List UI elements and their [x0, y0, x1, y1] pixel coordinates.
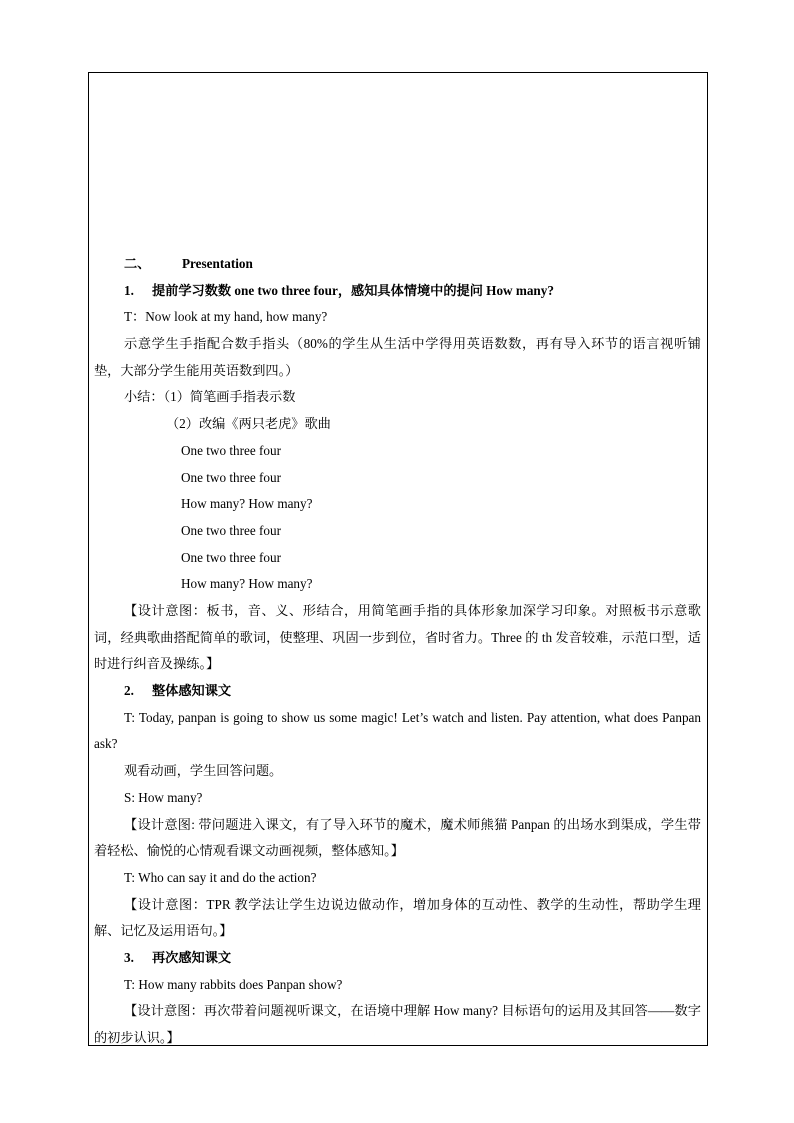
activity-line: 观看动画，学生回答问题。 — [124, 763, 283, 779]
song-line: One two three four — [181, 442, 281, 458]
song-line: One two three four — [181, 522, 281, 538]
song-line: One two three four — [181, 469, 281, 485]
step-title: 整体感知课文 — [152, 683, 232, 699]
step-3-heading — [94, 945, 701, 972]
step-number: 1. — [124, 282, 134, 298]
summary-line: 小结：（1）简笔画手指表示数 — [124, 389, 296, 405]
design-intent-paragraph: 【设计意图: 带问题进入课文，有了导入环节的魔术，魔术师熊猫 Panpan 的出场水到渠成，学生带着轻松、愉悦的心情观看课文动画视频，整体感知。】 — [94, 816, 701, 859]
step-title: 提前学习数数 one two three four，感知具体情境中的提问 How many? — [152, 282, 554, 298]
lesson-plan-cell — [88, 72, 708, 1046]
step-number: 2. — [124, 683, 134, 699]
note-paragraph: 示意学生手指配合数手指头（80%的学生从生活中学得用英语数数，再有导入环节的语言视听铺垫，大部分学生能用英语数到四。） — [94, 336, 701, 378]
section-number: 二、 — [124, 256, 151, 271]
presentation-section — [89, 251, 707, 1052]
summary-line-2: （2）改编《两只老虎》歌曲 — [166, 416, 331, 432]
section-title: Presentation — [182, 256, 253, 271]
section-heading — [94, 251, 701, 278]
design-intent-paragraph: 【设计意图：再次带着问题视听课文，在语境中理解 How many? 目标语句的运用及其回答——数字的初步认识。】 — [94, 1003, 701, 1046]
teacher-line: T：Now look at my hand, how many? — [124, 309, 328, 325]
teacher-line: T: Who can say it and do the action? — [124, 869, 317, 885]
step-title: 再次感知课文 — [152, 950, 232, 966]
student-line: S: How many? — [124, 789, 203, 805]
teacher-line: T: How many rabbits does Panpan show? — [124, 976, 343, 992]
song-line: One two three four — [181, 549, 281, 565]
design-intent-paragraph: 【设计意图：TPR 教学法让学生边说边做动作，增加身体的互动性、教学的生动性，帮助学生理解、记忆及运用语句。】 — [94, 896, 701, 939]
step-number: 3. — [124, 950, 134, 966]
step-1-heading — [94, 278, 701, 305]
song-line: How many? How many? — [181, 496, 313, 512]
design-intent-paragraph: 【设计意图：板书，音、义、形结合，用简笔画手指的具体形象加深学习印象。对照板书示意歌词，经典歌曲搭配简单的歌词，使整理、巩固一步到位，省时省力。Three 的 th 发音较难，示范口型，适时进行纠音及操练。】 — [94, 602, 701, 672]
song-line: How many? How many? — [181, 576, 313, 592]
teacher-line: T: Today, panpan is going to show us some magic! Let’s watch and listen. Pay attention, what does Panpan ask? — [94, 709, 701, 752]
step-2-heading — [94, 678, 701, 705]
